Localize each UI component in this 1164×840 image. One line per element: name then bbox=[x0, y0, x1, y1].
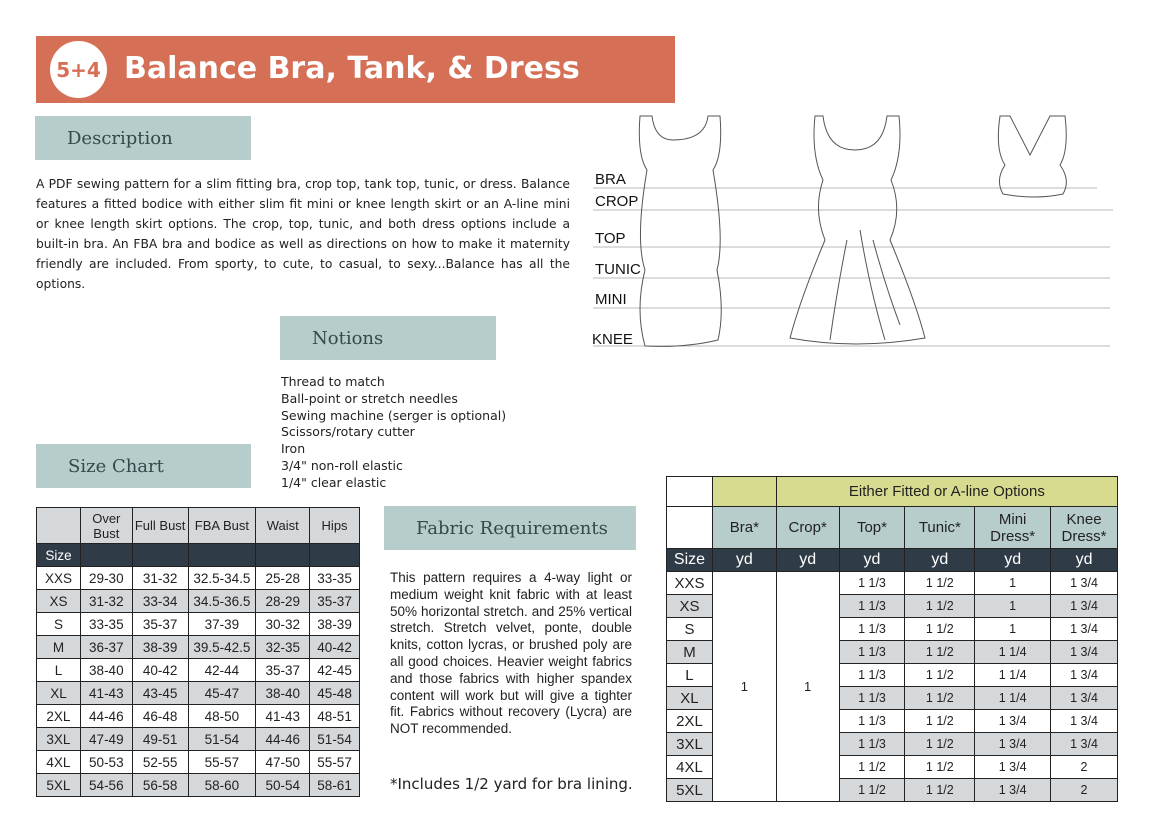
size-cell: 2XL bbox=[37, 705, 81, 728]
description-text: A PDF sewing pattern for a slim fitting bra, crop top, tank top, tunic, or dress. Balance features a fitted bodice with either slim fit mini or knee length skirt or an A-line mini or knee length skirt options. The crop, top, tunic, and both dress options include a built-in bra. An FBA bra and bodice as well as directions on how to make it maternity friendly are included. From sporty, to cute, to casual, to sexy...Balance has all the options. bbox=[36, 177, 570, 291]
label-mini: MINI bbox=[595, 291, 627, 308]
unit-label: yd bbox=[839, 549, 905, 572]
yardage-cell: 1 1/3 bbox=[839, 618, 905, 641]
fabric-requirements-table bbox=[666, 476, 1118, 802]
size-label: Size bbox=[37, 544, 81, 567]
size-chart-heading: Size Chart bbox=[36, 444, 251, 488]
label-tunic: TUNIC bbox=[595, 261, 641, 278]
measurement-cell: 32.5-34.5 bbox=[188, 567, 256, 590]
yardage-cell: 1 3/4 bbox=[1051, 572, 1118, 595]
options-group-header: Either Fitted or A-line Options bbox=[776, 477, 1117, 507]
table-row bbox=[37, 774, 360, 797]
column-header: FBA Bust bbox=[188, 508, 256, 544]
measurement-cell: 45-47 bbox=[188, 682, 256, 705]
measurement-cell: 41-43 bbox=[256, 705, 310, 728]
yardage-cell: 1 1/2 bbox=[905, 641, 975, 664]
yardage-cell: 1 1/4 bbox=[975, 641, 1051, 664]
measurement-cell: 32-35 bbox=[256, 636, 310, 659]
crop-yardage-cell: 1 bbox=[776, 572, 839, 802]
column-header: Hips bbox=[310, 508, 360, 544]
crop-top-outline bbox=[998, 116, 1066, 197]
measurement-cell: 56-58 bbox=[132, 774, 188, 797]
measurement-cell: 40-42 bbox=[310, 636, 360, 659]
measurement-cell: 52-55 bbox=[132, 751, 188, 774]
table-row bbox=[37, 567, 360, 590]
size-cell: S bbox=[37, 613, 81, 636]
size-cell: M bbox=[667, 641, 713, 664]
fabric-text: This pattern requires a 4-way light or medium weight knit fabric with at least 50% horizontal stretch. and 25% vertical stretch. Stretch velvet, ponte, double knits, cotton lycras, or brushed poly are all good choices. Heavier weight fabrics and those fabrics with higher spandex content will work but will give a tighter fit. Fabrics without recovery (Lycra) are NOT recommended. bbox=[390, 570, 632, 737]
measurement-cell: 58-61 bbox=[310, 774, 360, 797]
label-knee: KNEE bbox=[592, 331, 633, 348]
measurement-cell: 41-43 bbox=[80, 682, 132, 705]
yardage-cell: 1 3/4 bbox=[975, 779, 1051, 802]
yardage-cell: 1 1/2 bbox=[905, 572, 975, 595]
yardage-cell: 1 1/2 bbox=[905, 779, 975, 802]
size-chart-body bbox=[37, 567, 360, 797]
table-row bbox=[37, 728, 360, 751]
column-header: Waist bbox=[256, 508, 310, 544]
size-cell: S bbox=[667, 618, 713, 641]
size-cell: XXS bbox=[37, 567, 81, 590]
column-header: Crop* bbox=[776, 507, 839, 549]
yardage-cell: 1 3/4 bbox=[1051, 733, 1118, 756]
size-cell: 3XL bbox=[37, 728, 81, 751]
measurement-cell: 58-60 bbox=[188, 774, 256, 797]
bra-yardage-cell: 1 bbox=[712, 572, 776, 802]
measurement-cell: 35-37 bbox=[132, 613, 188, 636]
yardage-cell: 2 bbox=[1051, 779, 1118, 802]
measurement-cell: 40-42 bbox=[132, 659, 188, 682]
yardage-cell: 1 1/3 bbox=[839, 733, 905, 756]
unit-label: yd bbox=[905, 549, 975, 572]
measurement-cell: 42-45 bbox=[310, 659, 360, 682]
measurement-cell: 43-45 bbox=[132, 682, 188, 705]
yardage-cell: 1 3/4 bbox=[1051, 710, 1118, 733]
table-row bbox=[37, 636, 360, 659]
table-row bbox=[37, 705, 360, 728]
notion-item: Scissors/rotary cutter bbox=[281, 424, 415, 440]
size-cell: 4XL bbox=[37, 751, 81, 774]
size-cell: XS bbox=[667, 595, 713, 618]
size-label: Size bbox=[667, 549, 713, 572]
yardage-cell: 1 1/4 bbox=[975, 687, 1051, 710]
yardage-cell: 2 bbox=[1051, 756, 1118, 779]
unit-label: yd bbox=[1051, 549, 1118, 572]
table-row bbox=[37, 659, 360, 682]
label-top: TOP bbox=[595, 230, 626, 247]
label-bra: BRA bbox=[595, 171, 626, 188]
size-cell: 4XL bbox=[667, 756, 713, 779]
measurement-cell: 38-39 bbox=[310, 613, 360, 636]
yardage-cell: 1 3/4 bbox=[1051, 664, 1118, 687]
table-row bbox=[37, 590, 360, 613]
measurement-cell: 51-54 bbox=[310, 728, 360, 751]
notion-item: Thread to match bbox=[281, 374, 385, 389]
yardage-cell: 1 3/4 bbox=[975, 710, 1051, 733]
unit-label: yd bbox=[776, 549, 839, 572]
yardage-cell: 1 1/2 bbox=[839, 756, 905, 779]
yardage-cell: 1 3/4 bbox=[1051, 618, 1118, 641]
size-cell: L bbox=[667, 664, 713, 687]
measurement-cell: 35-37 bbox=[310, 590, 360, 613]
measurement-cell: 35-37 bbox=[256, 659, 310, 682]
yardage-cell: 1 1/2 bbox=[905, 664, 975, 687]
yardage-cell: 1 1/2 bbox=[905, 618, 975, 641]
measurement-cell: 44-46 bbox=[256, 728, 310, 751]
fabric-table-body bbox=[667, 572, 1118, 802]
yardage-cell: 1 1/2 bbox=[905, 710, 975, 733]
notions-list bbox=[281, 374, 506, 492]
yardage-cell: 1 bbox=[975, 572, 1051, 595]
unit-label: yd bbox=[975, 549, 1051, 572]
measurement-cell: 33-34 bbox=[132, 590, 188, 613]
measurement-cell: 50-53 bbox=[80, 751, 132, 774]
measurement-cell: 47-49 bbox=[80, 728, 132, 751]
column-header: Bra* bbox=[712, 507, 776, 549]
notions-heading: Notions bbox=[280, 316, 496, 360]
column-header: Over Bust bbox=[80, 508, 132, 544]
measurement-cell: 33-35 bbox=[80, 613, 132, 636]
measurement-cell: 48-50 bbox=[188, 705, 256, 728]
yardage-cell: 1 1/2 bbox=[905, 733, 975, 756]
notion-item: 1/4" clear elastic bbox=[281, 474, 387, 490]
yardage-cell: 1 bbox=[975, 618, 1051, 641]
yardage-cell: 1 1/2 bbox=[839, 779, 905, 802]
table-row bbox=[37, 751, 360, 774]
yardage-cell: 1 1/3 bbox=[839, 641, 905, 664]
measurement-cell: 38-40 bbox=[256, 682, 310, 705]
column-header: Knee Dress* bbox=[1051, 507, 1118, 549]
size-cell: 5XL bbox=[37, 774, 81, 797]
measurement-cell: 42-44 bbox=[188, 659, 256, 682]
measurement-cell: 33-35 bbox=[310, 567, 360, 590]
yardage-cell: 1 1/2 bbox=[905, 756, 975, 779]
column-header bbox=[37, 508, 81, 544]
size-chart-table bbox=[36, 507, 360, 797]
measurement-cell: 45-48 bbox=[310, 682, 360, 705]
measurement-cell: 39.5-42.5 bbox=[188, 636, 256, 659]
size-cell: XS bbox=[37, 590, 81, 613]
size-cell: 2XL bbox=[667, 710, 713, 733]
yardage-cell: 1 1/3 bbox=[839, 572, 905, 595]
yardage-cell: 1 1/3 bbox=[839, 595, 905, 618]
label-crop: CROP bbox=[595, 193, 639, 210]
description-heading: Description bbox=[35, 116, 251, 160]
measurement-cell: 47-50 bbox=[256, 751, 310, 774]
measurement-cell: 55-57 bbox=[188, 751, 256, 774]
measurement-cell: 48-51 bbox=[310, 705, 360, 728]
measurement-cell: 49-51 bbox=[132, 728, 188, 751]
bra-lining-footnote: *Includes 1/2 yard for bra lining. bbox=[390, 775, 633, 793]
notion-item: Iron bbox=[281, 441, 306, 457]
measurement-cell: 30-32 bbox=[256, 613, 310, 636]
yardage-cell: 1 3/4 bbox=[975, 756, 1051, 779]
measurement-cell: 38-39 bbox=[132, 636, 188, 659]
fabric-heading: Fabric Requirements bbox=[384, 506, 636, 550]
yardage-cell: 1 1/3 bbox=[839, 710, 905, 733]
size-cell: XXS bbox=[667, 572, 713, 595]
column-header: Tunic* bbox=[905, 507, 975, 549]
column-header: Full Bust bbox=[132, 508, 188, 544]
column-header: Mini Dress* bbox=[975, 507, 1051, 549]
yardage-cell: 1 1/3 bbox=[839, 664, 905, 687]
size-cell: XL bbox=[37, 682, 81, 705]
slim-dress-outline bbox=[639, 116, 721, 346]
yardage-cell: 1 bbox=[975, 595, 1051, 618]
table-row bbox=[37, 682, 360, 705]
size-cell: M bbox=[37, 636, 81, 659]
measurement-cell: 31-32 bbox=[132, 567, 188, 590]
size-cell: 5XL bbox=[667, 779, 713, 802]
table-row bbox=[37, 613, 360, 636]
measurement-cell: 50-54 bbox=[256, 774, 310, 797]
yardage-cell: 1 3/4 bbox=[1051, 641, 1118, 664]
brand-logo: 5+4 bbox=[50, 41, 107, 98]
yardage-cell: 1 1/2 bbox=[905, 687, 975, 710]
measurement-cell: 37-39 bbox=[188, 613, 256, 636]
yardage-cell: 1 1/2 bbox=[905, 595, 975, 618]
measurement-cell: 46-48 bbox=[132, 705, 188, 728]
page-title: Balance Bra, Tank, & Dress bbox=[124, 51, 580, 86]
size-cell: 3XL bbox=[667, 733, 713, 756]
measurement-cell: 36-37 bbox=[80, 636, 132, 659]
yardage-cell: 1 1/4 bbox=[975, 664, 1051, 687]
notion-item: Ball-point or stretch needles bbox=[281, 390, 458, 406]
yardage-cell: 1 3/4 bbox=[975, 733, 1051, 756]
measurement-cell: 44-46 bbox=[80, 705, 132, 728]
aline-dress-outline bbox=[790, 116, 925, 344]
measurement-cell: 31-32 bbox=[80, 590, 132, 613]
notion-item: Sewing machine (serger is optional) bbox=[281, 407, 507, 423]
measurement-cell: 28-29 bbox=[256, 590, 310, 613]
size-cell: XL bbox=[667, 687, 713, 710]
measurement-cell: 34.5-36.5 bbox=[188, 590, 256, 613]
notion-item: 3/4" non-roll elastic bbox=[281, 457, 403, 473]
garment-length-sketch bbox=[585, 110, 1125, 360]
yardage-cell: 1 3/4 bbox=[1051, 687, 1118, 710]
yardage-cell: 1 1/3 bbox=[839, 687, 905, 710]
title-banner bbox=[36, 36, 675, 103]
size-cell: L bbox=[37, 659, 81, 682]
yardage-cell: 1 3/4 bbox=[1051, 595, 1118, 618]
measurement-cell: 38-40 bbox=[80, 659, 132, 682]
table-row bbox=[667, 572, 1118, 595]
measurement-cell: 54-56 bbox=[80, 774, 132, 797]
measurement-cell: 25-28 bbox=[256, 567, 310, 590]
measurement-cell: 29-30 bbox=[80, 567, 132, 590]
column-header: Top* bbox=[839, 507, 905, 549]
unit-label: yd bbox=[712, 549, 776, 572]
measurement-cell: 55-57 bbox=[310, 751, 360, 774]
measurement-cell: 51-54 bbox=[188, 728, 256, 751]
